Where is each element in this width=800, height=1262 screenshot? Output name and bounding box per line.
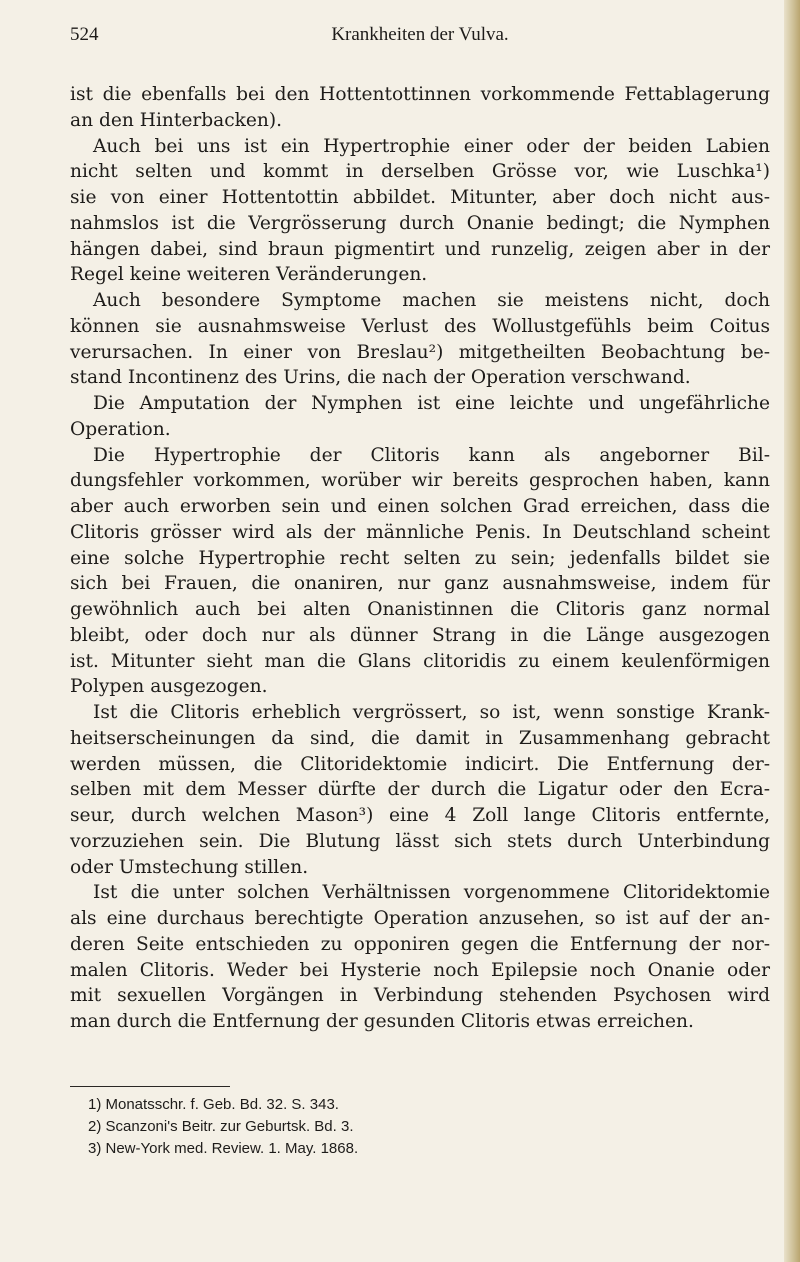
text-line: Auch besondere Symptome machen sie meistens nicht, doch [93,290,770,311]
footnote: 3) New-York med. Review. 1. May. 1868. [88,1140,359,1157]
text-line: gewöhnlich auch bei alten Onanistinnen die Clitoris ganz normal [70,599,770,620]
page-number: 524 [70,24,99,45]
text-line: nicht selten und kommt in derselben Grösse vor, wie Luschka¹) [70,161,770,183]
text-line: Clitoris grösser wird als der männliche Penis. In Deutschland scheint [70,521,770,543]
text-line: vorzuziehen sein. Die Blutung lässt sich stets durch Unterbindung [70,830,770,852]
text-line: man durch die Entfernung der gesunden Clitoris etwas erreichen. [70,1011,694,1032]
footnote: 1) Monatsschr. f. Geb. Bd. 32. S. 343. [88,1096,339,1113]
text-line: Ist die unter solchen Verhältnissen vorgenommene Clitoridektomie [93,882,770,904]
text-line: können sie ausnahmsweise Verlust des Wollustgefühls beim Coitus [70,315,770,337]
text-line: Operation. [70,418,171,440]
text-line: dungsfehler vorkommen, worüber wir bereits gesprochen haben, kann [70,470,770,492]
text-line: Die Amputation der Nymphen ist eine leichte und ungefährliche [93,393,770,414]
text-line: selben mit dem Messer dürfte der durch die Ligatur oder den Ecra- [70,779,770,801]
text-line: seur, durch welchen Mason³) eine 4 Zoll lange Clitoris entfernte, [70,805,770,826]
text-line: Auch bei uns ist ein Hypertrophie einer oder der beiden Labien [93,135,770,157]
text-line: als eine durchaus berechtigte Operation anzusehen, so ist auf der an- [70,908,770,929]
text-line: heitserscheinungen da sind, die damit in Zusammenhang gebracht [70,727,770,749]
text-line: werden müssen, die Clitoridektomie indicirt. Die Entfernung der- [70,753,770,775]
text-line: oder Umstechung stillen. [70,856,309,878]
text-line: Ist die Clitoris erheblich vergrössert, so ist, wenn sonstige Krank- [93,702,770,723]
text-line: aber auch erworben sein und einen solchen Grad erreichen, dass die [70,496,770,517]
text-line: mit sexuellen Vorgängen in Verbindung stehenden Psychosen wird [70,985,770,1007]
running-title: Krankheiten der Vulva. [331,24,509,45]
text-line: eine solche Hypertrophie recht selten zu sein; jedenfalls bildet sie [70,547,770,569]
text-line: Polypen ausgezogen. [70,676,268,698]
text-line: Die Hypertrophie der Clitoris kann als angeborner Bil- [93,444,770,466]
text-line: an den Hinterbacken). [70,109,283,131]
text-line: hängen dabei, sind braun pigmentirt und runzelig, zeigen aber in der [70,238,770,260]
text-line: stand Incontinenz des Urins, die nach der Operation verschwand. [70,367,691,389]
body-text [70,82,770,1035]
footnote-divider [70,1086,230,1087]
text-line: bleibt, oder doch nur als dünner Strang in die Länge ausgezogen [70,624,770,646]
page-header [70,24,770,54]
text-line: ist die ebenfalls bei den Hottentottinnen vorkommende Fettablagerung [70,84,770,105]
text-line: sich bei Frauen, die onaniren, nur ganz ausnahmsweise, indem für [70,573,770,595]
text-line: verursachen. In einer von Breslau²) mitgetheilten Beobachtung be- [70,341,770,363]
text-line: deren Seite entschieden zu opponiren gegen die Entfernung der nor- [70,933,770,955]
text-line: malen Clitoris. Weder bei Hysterie noch Epilepsie noch Onanie oder [70,959,770,981]
text-line: ist. Mitunter sieht man die Glans clitoridis zu einem keulenförmigen [70,650,770,672]
footnotes [88,1094,358,1160]
footnote: 2) Scanzoni's Beitr. zur Geburtsk. Bd. 3. [88,1118,354,1135]
text-line: Regel keine weiteren Veränderungen. [70,264,428,286]
text-line: nahmslos ist die Vergrösserung durch Onanie bedingt; die Nymphen [70,212,770,234]
text-line: sie von einer Hottentottin abbildet. Mitunter, aber doch nicht aus- [70,187,770,208]
page-edge-shadow [784,0,800,1262]
